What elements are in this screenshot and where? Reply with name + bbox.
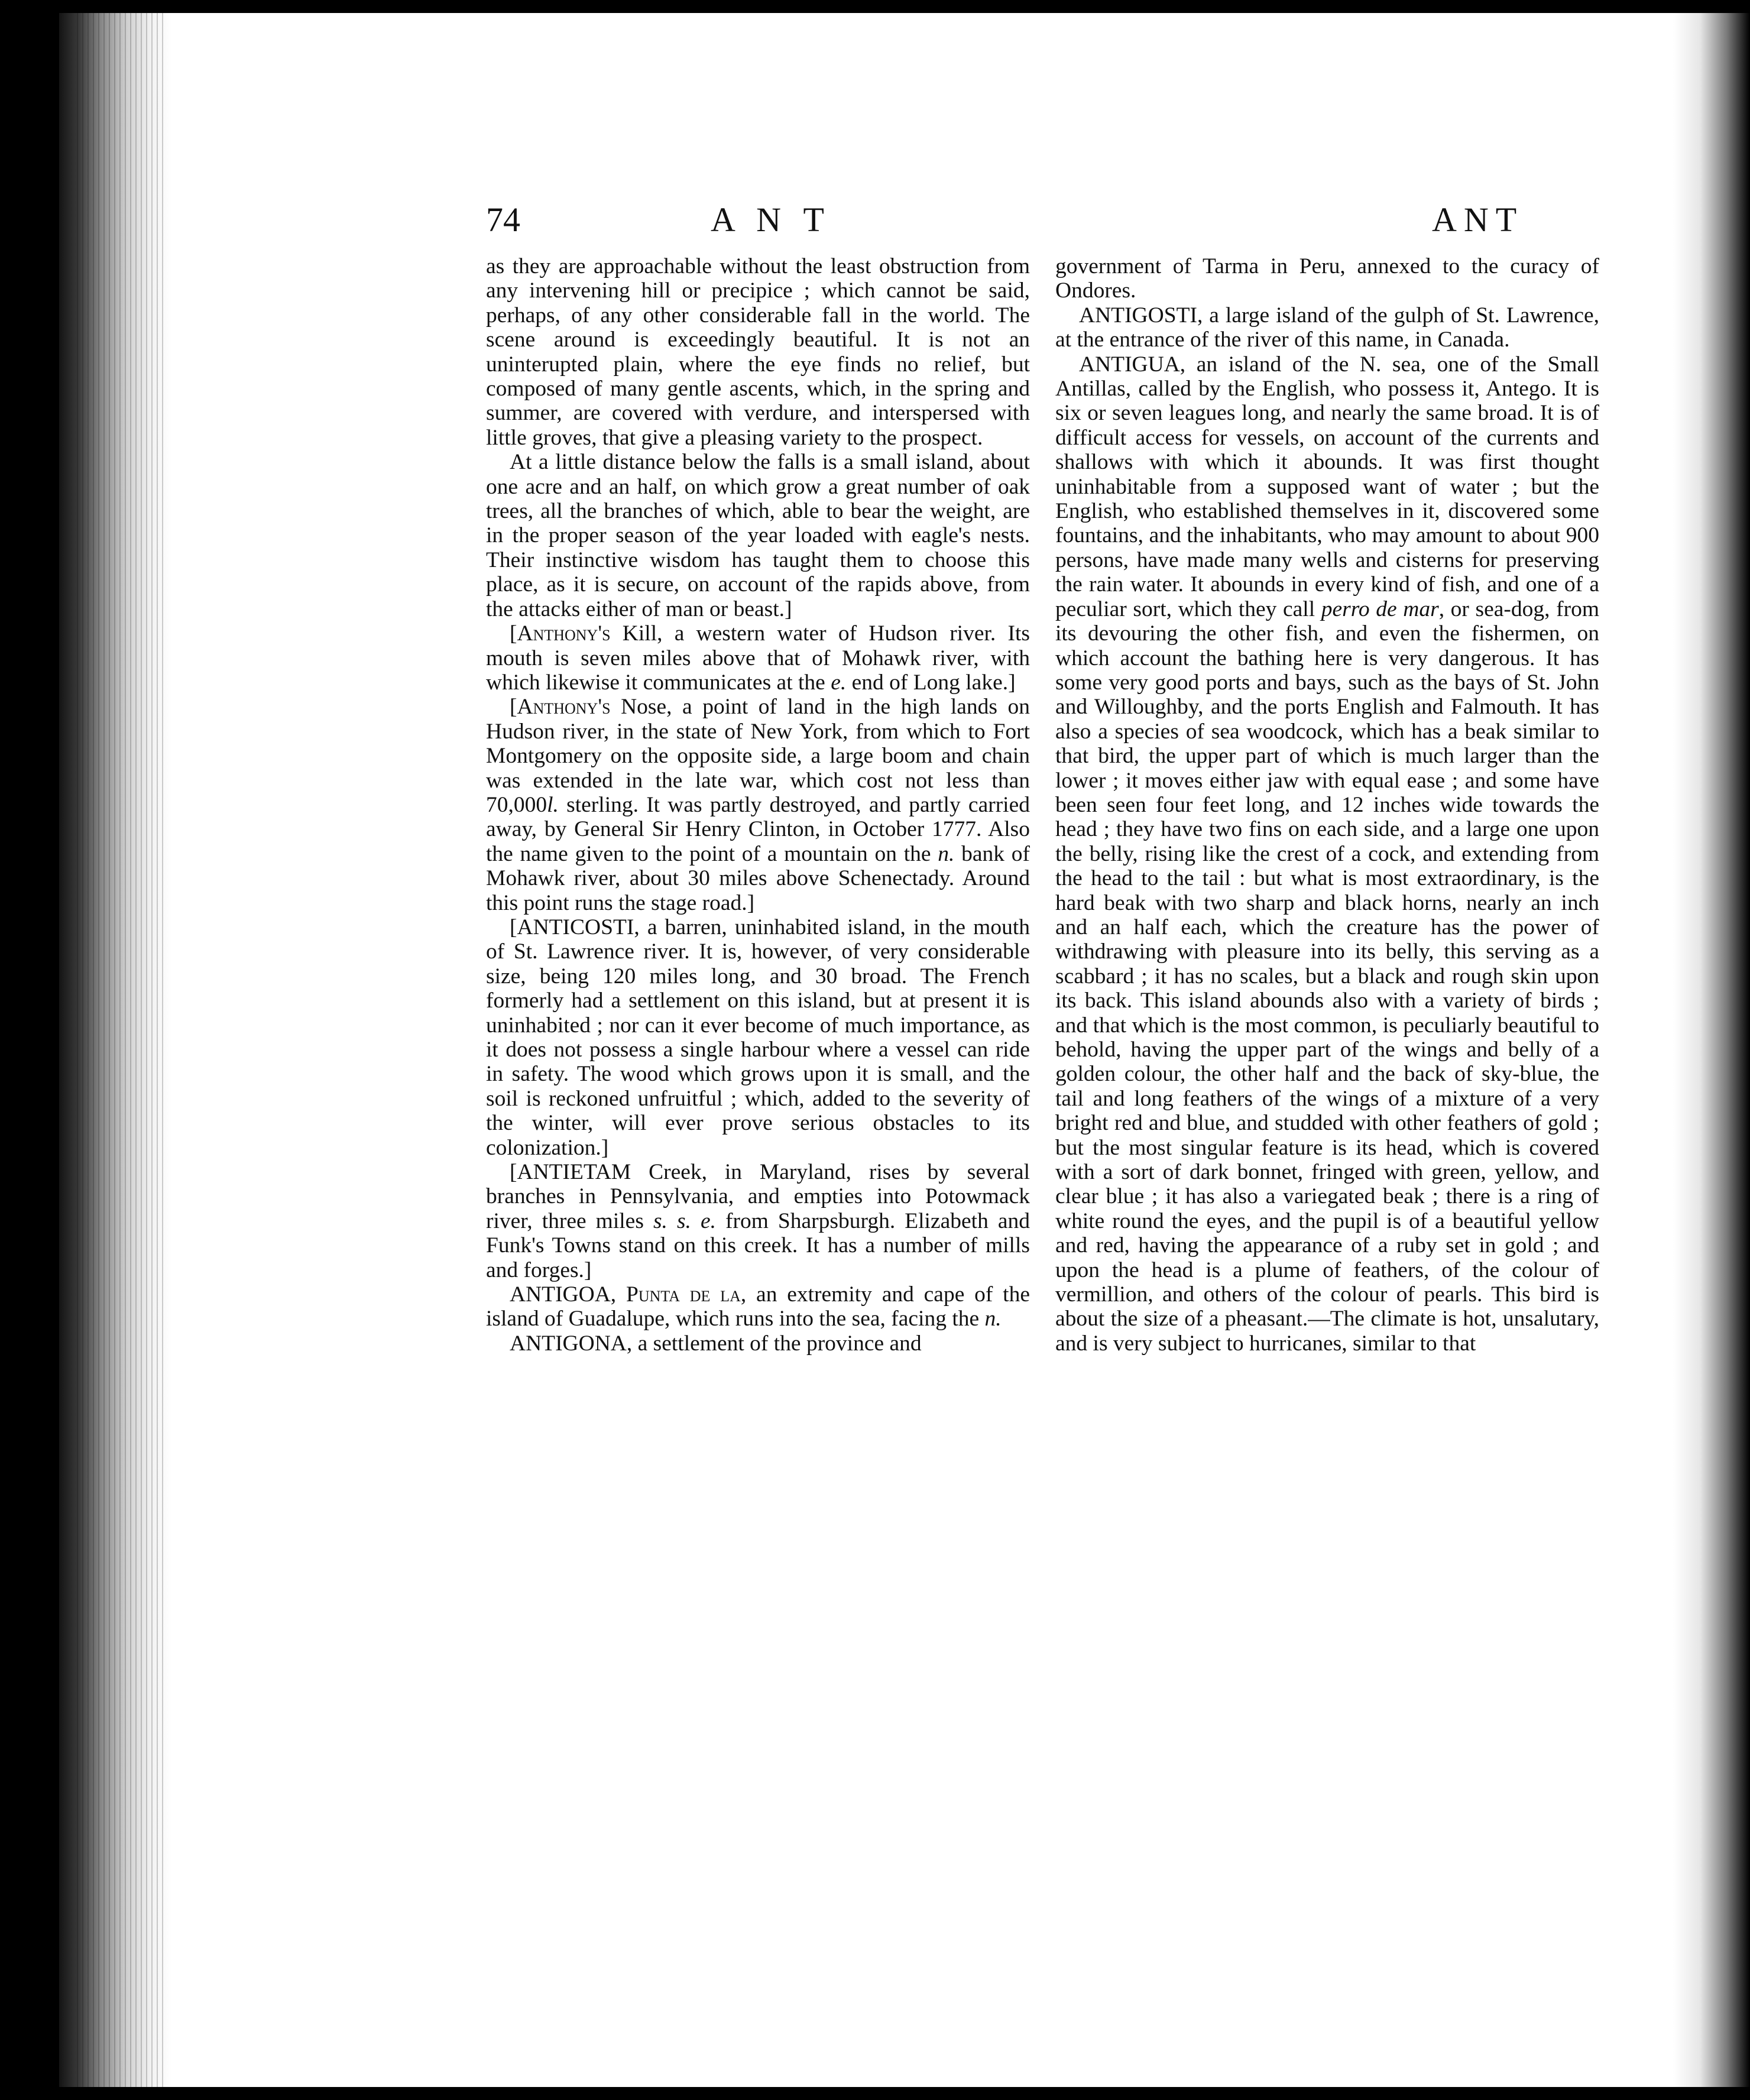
entry-antigoa xyxy=(486,1282,1030,1331)
entry-antigua xyxy=(1055,352,1599,1356)
page-edges xyxy=(77,13,166,2087)
entry-text: , an extremity and cape of the island of Guadalupe, which runs into the sea, facing the xyxy=(486,1282,1030,1331)
entry-head: [Anthony's xyxy=(510,695,611,720)
right-column xyxy=(1055,254,1599,1356)
entry-head: [Anthony's xyxy=(510,621,611,646)
entry-anthonys-nose xyxy=(486,695,1030,915)
entry-italic: e. xyxy=(831,670,847,695)
entry-italic: n. xyxy=(938,841,955,866)
entry-text: Kill, a western water of Hudson river. Its mouth is seven miles above that of Mohawk river, with which likewise it communicates at the xyxy=(486,621,1030,695)
paragraph-falls-continued: as they are approachable without the least obstruction from any intervening hill or precipice ; which cannot be said, perhaps, of any other considerable fall in the world. The scene around is exceedingly beautiful. It is not an uninterupted plain, where the eye finds no relief, but composed of many gentle ascents, which, in the spring and summer, are covered with verdure, and interspersed with little groves, that give a pleasing variety to the prospect. xyxy=(486,254,1030,450)
right-running-title: ANT xyxy=(1432,200,1524,239)
entry-head: ANTIGOA, xyxy=(510,1282,626,1307)
left-column xyxy=(486,254,1030,1356)
paragraph-island-eagles: At a little distance below the falls is a small island, about one acre and an half, on which grow a great number of oak trees, all the branches of which, able to bear the weight, are in the proper season of the year loaded with eagle's nests. Their instinctive wisdom has taught them to choose this place, as it is secure, on account of the rapids above, from the attacks either of man or beast.] xyxy=(486,450,1030,621)
entry-smallcaps: Punta de la xyxy=(626,1282,741,1307)
left-running-title: A N T xyxy=(711,200,831,239)
entry-text: bank of Mohawk river, about 30 miles above Schenectady. Around this point runs the stage road.] xyxy=(486,841,1030,915)
entry-italic: perro de mar xyxy=(1321,597,1439,621)
entry-antietam xyxy=(486,1160,1030,1282)
page-right-edge xyxy=(1673,13,1750,2087)
entry-text: end of Long lake.] xyxy=(846,670,1016,695)
entry-antigona: ANTIGONA, a settlement of the province and xyxy=(510,1331,922,1356)
entry-text: sterling. It was partly destroyed, and partly carried away, by General Sir Henry Clinton, in October 1777. Also the name given to the point of a mountain on the xyxy=(486,792,1030,866)
entry-text: ANTIGUA, an island of the N. sea, one of the Small Antillas, called by the English, who possess it, Antego. It is six or seven leagues long, and nearly the same broad. It is of difficult access for vessels, on account of the currents and shallows with which it abounds. It was first thought uninhabitable from a supposed want of water ; but the English, who established themselves in it, discovered some fountains, and the inhabitants, who may amount to about 900 persons, have made many wells and cisterns for preserving the rain water. It abounds in every kind of fish, and one of a peculiar sort, which they call xyxy=(1055,352,1599,621)
entry-italic: l. xyxy=(547,792,559,817)
paragraph-antigona-continued: government of Tarma in Peru, annexed to the curacy of Ondores. xyxy=(1055,254,1599,303)
entry-italic: n. xyxy=(984,1307,1002,1331)
page-number: 74 xyxy=(486,200,520,239)
entry-anthonys-kill xyxy=(486,621,1030,695)
entry-text: Nose, a point of land in the high lands on Hudson river, in the state of New York, from which to Fort Montgomery on the opposite side, a large boom and chain was extended in the late war, which cost not less than 70,000 xyxy=(486,695,1030,817)
entry-text: , or sea-dog, from its devouring the other fish, and even the fishermen, on which account the bathing here is very dangerous. It has some very good ports and bays, such as the bays of St. John and Willoughby, and the ports English and Falmouth. It has also a species of sea woodcock, which has a beak similar to that bird, the upper part of which is much larger than the lower ; it moves either jaw with equal ease ; and some have been seen four feet long, and 12 inches wide towards the head ; they have two fins on each side, and a large one upon the belly, rising like the crest of a cock, and extending from the head to the tail : but what is most extraordinary, is the hard beak with two sharp and black horns, nearly an inch and an half each, which the creature has the power of withdrawing with pleasure into its belly, this serving as a scabbard ; it has no scales, but a black and rough skin upon its back. This island abounds also with a variety of birds ; and that which is the most common, is peculiarly beautiful to behold, having the upper part of the wings and belly of a golden colour, the other half and the back of sky-blue, the tail and long feathers of the wings of a mixture of a very bright red and blue, and studded with other feathers of gold ; but the most singular feature is its head, which is covered with a sort of dark bonnet, fringed with green, yellow, and clear blue ; it has also a variegated beak ; there is a ring of white round the eyes, and the pupil is of a beautiful yellow and red, having the appearance of a ruby set in gold ; and upon the head is a plume of feathers, of the colour of vermillion, and others of the colour of pearls. This bird is about the size of a pheasant.—The climate is hot, unsalutary, and is very subject to hurricanes, similar to that xyxy=(1055,597,1599,1356)
entry-antigosti: ANTIGOSTI, a large island of the gulph of St. Lawrence, at the entrance of the river of this name, in Canada. xyxy=(1055,303,1599,352)
running-header xyxy=(486,200,1602,241)
entry-text: [ANTIETAM Creek, in Maryland, rises by several branches in Pennsylvania, and empties into Potowmack river, three miles xyxy=(486,1160,1030,1233)
entry-italic: s. s. e. xyxy=(653,1208,716,1233)
entry-anticosti: [ANTICOSTI, a barren, uninhabited island, in the mouth of St. Lawrence river. It is, however, of very considerable size, being 120 miles long, and 30 broad. The French formerly had a settlement on this island, but at present it is uninhabited ; nor can it ever become of much importance, as it does not possess a single harbour where a vessel can ride in safety. The wood which grows upon it is small, and the soil is reckoned unfruitful ; which, added to the severity of the winter, will ever prove serious obstacles to its colonization.] xyxy=(486,915,1030,1160)
entry-text: from Sharpsburgh. Elizabeth and Funk's Towns stand on this creek. It has a number of mills and forges.] xyxy=(486,1208,1030,1282)
